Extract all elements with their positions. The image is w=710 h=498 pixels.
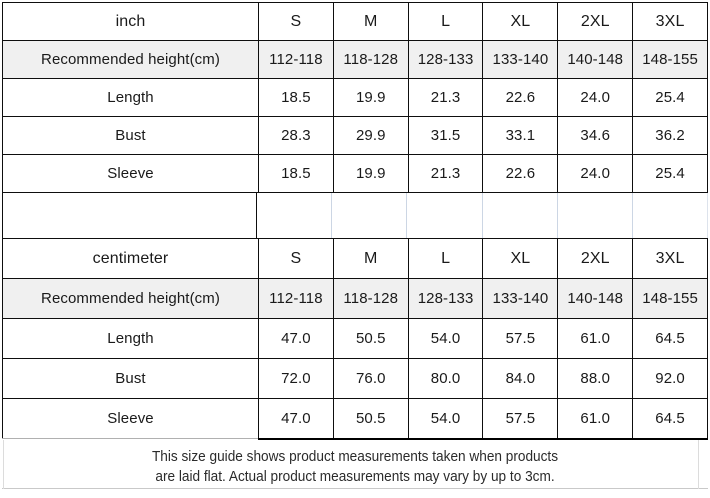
- value-cell: 57.5: [483, 319, 558, 359]
- value-cell: 57.5: [483, 399, 558, 439]
- value-cell: 133-140: [483, 279, 558, 319]
- table-row: [3, 319, 708, 359]
- row-label-cell: Bust: [3, 117, 259, 155]
- table-row: [3, 79, 708, 117]
- value-cell: 22.6: [483, 155, 558, 193]
- value-cell: 25.4: [633, 155, 708, 193]
- size-header-cell: 2XL: [558, 3, 633, 41]
- value-cell: 61.0: [558, 319, 633, 359]
- value-cell: 34.6: [558, 117, 633, 155]
- size-header-cell: M: [333, 3, 408, 41]
- gridline-horizontal: [2, 488, 708, 489]
- spacer-row: [2, 193, 708, 238]
- spacer-cell: [633, 193, 708, 238]
- value-cell: 133-140: [483, 41, 558, 79]
- value-cell: 54.0: [408, 399, 483, 439]
- value-cell: 72.0: [259, 359, 334, 399]
- value-cell: 80.0: [408, 359, 483, 399]
- table-row: [3, 41, 708, 79]
- row-label-cell: Sleeve: [3, 155, 259, 193]
- unit-header-cell: centimeter: [3, 239, 259, 279]
- table-header-row: [3, 3, 708, 41]
- spacer-label-cell: [2, 193, 257, 238]
- value-cell: 84.0: [483, 359, 558, 399]
- value-cell: 112-118: [259, 279, 334, 319]
- value-cell: 118-128: [333, 41, 408, 79]
- table-header-row: [3, 239, 708, 279]
- value-cell: 18.5: [259, 155, 334, 193]
- size-header-cell: S: [259, 3, 334, 41]
- value-cell: 118-128: [333, 279, 408, 319]
- value-cell: 33.1: [483, 117, 558, 155]
- value-cell: 36.2: [633, 117, 708, 155]
- gridline-vertical-right: [698, 440, 699, 489]
- footer-note: [2, 440, 708, 494]
- table-row: [3, 399, 708, 439]
- value-cell: 148-155: [633, 279, 708, 319]
- spacer-cell: [332, 193, 407, 238]
- value-cell: 140-148: [558, 279, 633, 319]
- table-row: [3, 359, 708, 399]
- value-cell: 128-133: [408, 279, 483, 319]
- value-cell: 21.3: [408, 79, 483, 117]
- size-header-cell: L: [408, 239, 483, 279]
- value-cell: 54.0: [408, 319, 483, 359]
- footer-line-2: are laid flat. Actual product measurements may vary by up to 3cm.: [155, 468, 555, 485]
- table-row: [3, 279, 708, 319]
- spacer-cell: [558, 193, 633, 238]
- value-cell: 25.4: [633, 79, 708, 117]
- value-cell: 47.0: [259, 399, 334, 439]
- footer-line-1: This size guide shows product measurements taken when products: [151, 448, 559, 465]
- size-header-cell: L: [408, 3, 483, 41]
- size-header-cell: XL: [483, 239, 558, 279]
- value-cell: 29.9: [333, 117, 408, 155]
- row-label-cell: Recommended height(cm): [3, 279, 259, 319]
- value-cell: 140-148: [558, 41, 633, 79]
- value-cell: 31.5: [408, 117, 483, 155]
- value-cell: 24.0: [558, 79, 633, 117]
- value-cell: 50.5: [333, 319, 408, 359]
- value-cell: 64.5: [633, 319, 708, 359]
- size-header-cell: M: [333, 239, 408, 279]
- value-cell: 128-133: [408, 41, 483, 79]
- row-label-cell: Recommended height(cm): [3, 41, 259, 79]
- value-cell: 61.0: [558, 399, 633, 439]
- value-cell: 112-118: [259, 41, 334, 79]
- value-cell: 50.5: [333, 399, 408, 439]
- size-header-cell: XL: [483, 3, 558, 41]
- size-header-cell: 3XL: [633, 239, 708, 279]
- table-row: [3, 117, 708, 155]
- value-cell: 22.6: [483, 79, 558, 117]
- size-header-cell: 3XL: [633, 3, 708, 41]
- row-label-cell: Bust: [3, 359, 259, 399]
- size-table-centimeter: [2, 238, 708, 440]
- table-row: [3, 155, 708, 193]
- value-cell: 19.9: [333, 79, 408, 117]
- size-header-cell: S: [259, 239, 334, 279]
- value-cell: 64.5: [633, 399, 708, 439]
- value-cell: 148-155: [633, 41, 708, 79]
- spacer-cell: [257, 193, 332, 238]
- unit-header-cell: inch: [3, 3, 259, 41]
- value-cell: 21.3: [408, 155, 483, 193]
- value-cell: 88.0: [558, 359, 633, 399]
- spacer-cell: [483, 193, 558, 238]
- value-cell: 47.0: [259, 319, 334, 359]
- value-cell: 28.3: [259, 117, 334, 155]
- row-label-cell: Length: [3, 319, 259, 359]
- value-cell: 19.9: [333, 155, 408, 193]
- row-label-cell: Length: [3, 79, 259, 117]
- size-table-inch: [2, 2, 708, 193]
- gridline-vertical-left: [3, 440, 4, 489]
- row-label-cell: Sleeve: [3, 399, 259, 439]
- value-cell: 92.0: [633, 359, 708, 399]
- value-cell: 18.5: [259, 79, 334, 117]
- size-header-cell: 2XL: [558, 239, 633, 279]
- spacer-cell: [407, 193, 482, 238]
- value-cell: 76.0: [333, 359, 408, 399]
- value-cell: 24.0: [558, 155, 633, 193]
